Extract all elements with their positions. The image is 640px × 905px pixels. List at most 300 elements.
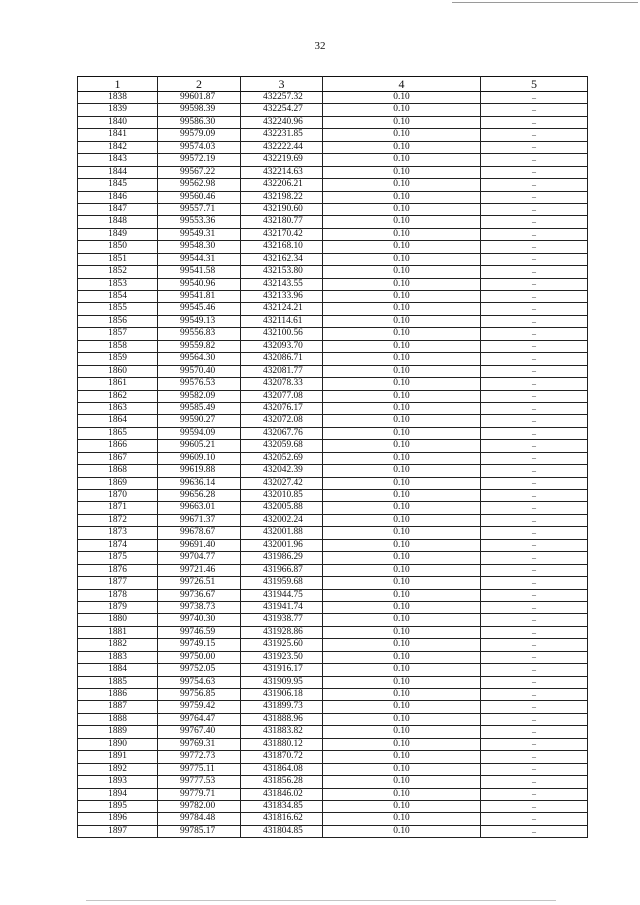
x-coordinate-cell: 99570.40	[158, 365, 241, 377]
point-number-cell: 1882	[78, 639, 158, 651]
x-coordinate-cell: 99785.17	[158, 825, 241, 837]
table-row	[78, 353, 588, 365]
accuracy-cell: 0.10	[323, 278, 481, 290]
note-cell: –	[481, 788, 588, 800]
note-cell: –	[481, 800, 588, 812]
note-cell: –	[481, 564, 588, 576]
table-row	[78, 788, 588, 800]
accuracy-cell: 0.10	[323, 440, 481, 452]
y-coordinate-cell: 432162.34	[241, 253, 323, 265]
x-coordinate-cell: 99567.22	[158, 166, 241, 178]
table-row	[78, 763, 588, 775]
accuracy-cell: 0.10	[323, 776, 481, 788]
accuracy-cell: 0.10	[323, 228, 481, 240]
accuracy-cell: 0.10	[323, 328, 481, 340]
x-coordinate-cell: 99691.40	[158, 539, 241, 551]
accuracy-cell: 0.10	[323, 552, 481, 564]
y-coordinate-cell: 432067.76	[241, 427, 323, 439]
accuracy-cell: 0.10	[323, 564, 481, 576]
note-cell: –	[481, 452, 588, 464]
point-number-cell: 1862	[78, 390, 158, 402]
y-coordinate-cell: 431880.12	[241, 738, 323, 750]
y-coordinate-cell: 432231.85	[241, 129, 323, 141]
note-cell: –	[481, 203, 588, 215]
x-coordinate-cell: 99750.00	[158, 651, 241, 663]
x-coordinate-cell: 99609.10	[158, 452, 241, 464]
note-cell: –	[481, 440, 588, 452]
accuracy-cell: 0.10	[323, 452, 481, 464]
point-number-cell: 1859	[78, 353, 158, 365]
accuracy-cell: 0.10	[323, 353, 481, 365]
x-coordinate-cell: 99721.46	[158, 564, 241, 576]
y-coordinate-cell: 431888.96	[241, 713, 323, 725]
table-row	[78, 477, 588, 489]
point-number-cell: 1857	[78, 328, 158, 340]
table-row	[78, 402, 588, 414]
x-coordinate-cell: 99572.19	[158, 154, 241, 166]
x-coordinate-cell: 99594.09	[158, 427, 241, 439]
note-cell: –	[481, 589, 588, 601]
y-coordinate-cell: 431925.60	[241, 639, 323, 651]
note-cell: –	[481, 278, 588, 290]
accuracy-cell: 0.10	[323, 651, 481, 663]
accuracy-cell: 0.10	[323, 477, 481, 489]
point-number-cell: 1849	[78, 228, 158, 240]
accuracy-cell: 0.10	[323, 601, 481, 613]
accuracy-cell: 0.10	[323, 266, 481, 278]
y-coordinate-cell: 431816.62	[241, 813, 323, 825]
x-coordinate-cell: 99752.05	[158, 664, 241, 676]
note-cell: –	[481, 228, 588, 240]
x-coordinate-cell: 99671.37	[158, 514, 241, 526]
accuracy-cell: 0.10	[323, 154, 481, 166]
x-coordinate-cell: 99619.88	[158, 465, 241, 477]
x-coordinate-cell: 99585.49	[158, 402, 241, 414]
accuracy-cell: 0.10	[323, 664, 481, 676]
y-coordinate-cell: 432086.71	[241, 353, 323, 365]
y-coordinate-cell: 432077.08	[241, 390, 323, 402]
y-coordinate-cell: 432153.80	[241, 266, 323, 278]
table-row	[78, 726, 588, 738]
coordinates-table	[77, 76, 588, 838]
x-coordinate-cell: 99590.27	[158, 415, 241, 427]
column-header-4: 4	[323, 77, 481, 92]
note-cell: –	[481, 427, 588, 439]
accuracy-cell: 0.10	[323, 129, 481, 141]
y-coordinate-cell: 431883.82	[241, 726, 323, 738]
accuracy-cell: 0.10	[323, 589, 481, 601]
note-cell: –	[481, 713, 588, 725]
note-cell: –	[481, 539, 588, 551]
accuracy-cell: 0.10	[323, 527, 481, 539]
x-coordinate-cell: 99784.48	[158, 813, 241, 825]
accuracy-cell: 0.10	[323, 763, 481, 775]
point-number-cell: 1853	[78, 278, 158, 290]
point-number-cell: 1842	[78, 141, 158, 153]
y-coordinate-cell: 431870.72	[241, 751, 323, 763]
y-coordinate-cell: 432124.21	[241, 303, 323, 315]
x-coordinate-cell: 99541.81	[158, 291, 241, 303]
y-coordinate-cell: 432005.88	[241, 502, 323, 514]
x-coordinate-cell: 99605.21	[158, 440, 241, 452]
y-coordinate-cell: 432143.55	[241, 278, 323, 290]
x-coordinate-cell: 99754.63	[158, 676, 241, 688]
x-coordinate-cell: 99663.01	[158, 502, 241, 514]
table-row	[78, 452, 588, 464]
y-coordinate-cell: 432257.32	[241, 92, 323, 104]
y-coordinate-cell: 432206.21	[241, 179, 323, 191]
point-number-cell: 1874	[78, 539, 158, 551]
table-header-row	[78, 77, 588, 92]
x-coordinate-cell: 99779.71	[158, 788, 241, 800]
accuracy-cell: 0.10	[323, 577, 481, 589]
accuracy-cell: 0.10	[323, 788, 481, 800]
y-coordinate-cell: 432190.60	[241, 203, 323, 215]
note-cell: –	[481, 328, 588, 340]
column-header-3: 3	[241, 77, 323, 92]
accuracy-cell: 0.10	[323, 191, 481, 203]
accuracy-cell: 0.10	[323, 253, 481, 265]
point-number-cell: 1846	[78, 191, 158, 203]
accuracy-cell: 0.10	[323, 726, 481, 738]
accuracy-cell: 0.10	[323, 689, 481, 701]
note-cell: –	[481, 614, 588, 626]
accuracy-cell: 0.10	[323, 141, 481, 153]
table-row	[78, 191, 588, 203]
y-coordinate-cell: 431916.17	[241, 664, 323, 676]
note-cell: –	[481, 129, 588, 141]
accuracy-cell: 0.10	[323, 415, 481, 427]
accuracy-cell: 0.10	[323, 539, 481, 551]
y-coordinate-cell: 432059.68	[241, 440, 323, 452]
y-coordinate-cell: 431906.18	[241, 689, 323, 701]
note-cell: –	[481, 726, 588, 738]
point-number-cell: 1858	[78, 340, 158, 352]
point-number-cell: 1897	[78, 825, 158, 837]
accuracy-cell: 0.10	[323, 315, 481, 327]
table-row	[78, 104, 588, 116]
table-row	[78, 490, 588, 502]
y-coordinate-cell: 432042.39	[241, 465, 323, 477]
point-number-cell: 1845	[78, 179, 158, 191]
point-number-cell: 1860	[78, 365, 158, 377]
note-cell: –	[481, 241, 588, 253]
y-coordinate-cell: 432081.77	[241, 365, 323, 377]
note-cell: –	[481, 514, 588, 526]
accuracy-cell: 0.10	[323, 490, 481, 502]
table-row	[78, 203, 588, 215]
x-coordinate-cell: 99678.67	[158, 527, 241, 539]
note-cell: –	[481, 701, 588, 713]
accuracy-cell: 0.10	[323, 166, 481, 178]
x-coordinate-cell: 99586.30	[158, 116, 241, 128]
point-number-cell: 1838	[78, 92, 158, 104]
accuracy-cell: 0.10	[323, 104, 481, 116]
table-row	[78, 539, 588, 551]
x-coordinate-cell: 99557.71	[158, 203, 241, 215]
note-cell: –	[481, 502, 588, 514]
table-row	[78, 664, 588, 676]
point-number-cell: 1869	[78, 477, 158, 489]
point-number-cell: 1887	[78, 701, 158, 713]
y-coordinate-cell: 432072.08	[241, 415, 323, 427]
y-coordinate-cell: 431834.85	[241, 800, 323, 812]
point-number-cell: 1890	[78, 738, 158, 750]
accuracy-cell: 0.10	[323, 813, 481, 825]
table-row	[78, 527, 588, 539]
note-cell: –	[481, 253, 588, 265]
x-coordinate-cell: 99601.87	[158, 92, 241, 104]
y-coordinate-cell: 431938.77	[241, 614, 323, 626]
table-row	[78, 552, 588, 564]
point-number-cell: 1871	[78, 502, 158, 514]
note-cell: –	[481, 390, 588, 402]
y-coordinate-cell: 432100.56	[241, 328, 323, 340]
y-coordinate-cell: 432076.17	[241, 402, 323, 414]
note-cell: –	[481, 601, 588, 613]
note-cell: –	[481, 216, 588, 228]
x-coordinate-cell: 99726.51	[158, 577, 241, 589]
note-cell: –	[481, 577, 588, 589]
table-row	[78, 676, 588, 688]
note-cell: –	[481, 825, 588, 837]
table-row	[78, 651, 588, 663]
point-number-cell: 1863	[78, 402, 158, 414]
table-row	[78, 689, 588, 701]
point-number-cell: 1847	[78, 203, 158, 215]
table-row	[78, 514, 588, 526]
note-cell: –	[481, 763, 588, 775]
table-row	[78, 813, 588, 825]
table-row	[78, 92, 588, 104]
y-coordinate-cell: 432002.24	[241, 514, 323, 526]
accuracy-cell: 0.10	[323, 701, 481, 713]
note-cell: –	[481, 116, 588, 128]
y-coordinate-cell: 432010.85	[241, 490, 323, 502]
accuracy-cell: 0.10	[323, 291, 481, 303]
point-number-cell: 1875	[78, 552, 158, 564]
note-cell: –	[481, 154, 588, 166]
note-cell: –	[481, 378, 588, 390]
x-coordinate-cell: 99759.42	[158, 701, 241, 713]
y-coordinate-cell: 432168.10	[241, 241, 323, 253]
table-row	[78, 626, 588, 638]
accuracy-cell: 0.10	[323, 751, 481, 763]
table-row	[78, 601, 588, 613]
y-coordinate-cell: 431804.85	[241, 825, 323, 837]
table-row	[78, 378, 588, 390]
accuracy-cell: 0.10	[323, 116, 481, 128]
x-coordinate-cell: 99740.30	[158, 614, 241, 626]
table-row	[78, 465, 588, 477]
accuracy-cell: 0.10	[323, 216, 481, 228]
note-cell: –	[481, 340, 588, 352]
x-coordinate-cell: 99736.67	[158, 589, 241, 601]
x-coordinate-cell: 99540.96	[158, 278, 241, 290]
y-coordinate-cell: 432198.22	[241, 191, 323, 203]
point-number-cell: 1883	[78, 651, 158, 663]
table-row	[78, 614, 588, 626]
note-cell: –	[481, 664, 588, 676]
y-coordinate-cell: 432133.96	[241, 291, 323, 303]
x-coordinate-cell: 99656.28	[158, 490, 241, 502]
scan-edge-mark-top	[452, 2, 638, 3]
point-number-cell: 1876	[78, 564, 158, 576]
y-coordinate-cell: 432222.44	[241, 141, 323, 153]
accuracy-cell: 0.10	[323, 179, 481, 191]
note-cell: –	[481, 552, 588, 564]
scan-edge-mark-bottom	[86, 900, 556, 901]
note-cell: –	[481, 402, 588, 414]
accuracy-cell: 0.10	[323, 514, 481, 526]
point-number-cell: 1873	[78, 527, 158, 539]
point-number-cell: 1892	[78, 763, 158, 775]
table-row	[78, 241, 588, 253]
accuracy-cell: 0.10	[323, 365, 481, 377]
table-row	[78, 266, 588, 278]
point-number-cell: 1889	[78, 726, 158, 738]
table-row	[78, 825, 588, 837]
x-coordinate-cell: 99574.03	[158, 141, 241, 153]
point-number-cell: 1886	[78, 689, 158, 701]
table-row	[78, 216, 588, 228]
y-coordinate-cell: 432170.42	[241, 228, 323, 240]
accuracy-cell: 0.10	[323, 626, 481, 638]
note-cell: –	[481, 415, 588, 427]
accuracy-cell: 0.10	[323, 340, 481, 352]
y-coordinate-cell: 431864.08	[241, 763, 323, 775]
y-coordinate-cell: 431846.02	[241, 788, 323, 800]
point-number-cell: 1841	[78, 129, 158, 141]
x-coordinate-cell: 99756.85	[158, 689, 241, 701]
point-number-cell: 1878	[78, 589, 158, 601]
y-coordinate-cell: 432114.61	[241, 315, 323, 327]
table-row	[78, 154, 588, 166]
point-number-cell: 1865	[78, 427, 158, 439]
note-cell: –	[481, 776, 588, 788]
x-coordinate-cell: 99576.53	[158, 378, 241, 390]
note-cell: –	[481, 166, 588, 178]
point-number-cell: 1856	[78, 315, 158, 327]
y-coordinate-cell: 431941.74	[241, 601, 323, 613]
table-row	[78, 440, 588, 452]
point-number-cell: 1864	[78, 415, 158, 427]
point-number-cell: 1879	[78, 601, 158, 613]
table-row	[78, 328, 588, 340]
table-row	[78, 179, 588, 191]
table-row	[78, 291, 588, 303]
y-coordinate-cell: 431959.68	[241, 577, 323, 589]
table-row	[78, 166, 588, 178]
x-coordinate-cell: 99738.73	[158, 601, 241, 613]
point-number-cell: 1855	[78, 303, 158, 315]
y-coordinate-cell: 431909.95	[241, 676, 323, 688]
x-coordinate-cell: 99559.82	[158, 340, 241, 352]
note-cell: –	[481, 266, 588, 278]
column-header-5: 5	[481, 77, 588, 92]
note-cell: –	[481, 477, 588, 489]
x-coordinate-cell: 99777.53	[158, 776, 241, 788]
x-coordinate-cell: 99562.98	[158, 179, 241, 191]
note-cell: –	[481, 689, 588, 701]
y-coordinate-cell: 432078.33	[241, 378, 323, 390]
page-number: 32	[314, 40, 326, 52]
x-coordinate-cell: 99767.40	[158, 726, 241, 738]
y-coordinate-cell: 432214.63	[241, 166, 323, 178]
note-cell: –	[481, 315, 588, 327]
table-row	[78, 738, 588, 750]
point-number-cell: 1896	[78, 813, 158, 825]
note-cell: –	[481, 527, 588, 539]
y-coordinate-cell: 431899.73	[241, 701, 323, 713]
point-number-cell: 1843	[78, 154, 158, 166]
x-coordinate-cell: 99704.77	[158, 552, 241, 564]
table-row	[78, 577, 588, 589]
x-coordinate-cell: 99782.00	[158, 800, 241, 812]
table-row	[78, 129, 588, 141]
point-number-cell: 1840	[78, 116, 158, 128]
note-cell: –	[481, 141, 588, 153]
note-cell: –	[481, 626, 588, 638]
x-coordinate-cell: 99556.83	[158, 328, 241, 340]
accuracy-cell: 0.10	[323, 738, 481, 750]
point-number-cell: 1870	[78, 490, 158, 502]
accuracy-cell: 0.10	[323, 639, 481, 651]
table-body	[78, 92, 588, 838]
y-coordinate-cell: 432254.27	[241, 104, 323, 116]
table-row	[78, 713, 588, 725]
accuracy-cell: 0.10	[323, 378, 481, 390]
table-row	[78, 589, 588, 601]
accuracy-cell: 0.10	[323, 502, 481, 514]
point-number-cell: 1852	[78, 266, 158, 278]
accuracy-cell: 0.10	[323, 203, 481, 215]
point-number-cell: 1867	[78, 452, 158, 464]
point-number-cell: 1844	[78, 166, 158, 178]
y-coordinate-cell: 431923.50	[241, 651, 323, 663]
table-row	[78, 427, 588, 439]
y-coordinate-cell: 431928.86	[241, 626, 323, 638]
note-cell: –	[481, 651, 588, 663]
point-number-cell: 1884	[78, 664, 158, 676]
accuracy-cell: 0.10	[323, 465, 481, 477]
accuracy-cell: 0.10	[323, 713, 481, 725]
point-number-cell: 1893	[78, 776, 158, 788]
point-number-cell: 1851	[78, 253, 158, 265]
point-number-cell: 1848	[78, 216, 158, 228]
accuracy-cell: 0.10	[323, 390, 481, 402]
x-coordinate-cell: 99746.59	[158, 626, 241, 638]
note-cell: –	[481, 676, 588, 688]
table-row	[78, 564, 588, 576]
y-coordinate-cell: 432093.70	[241, 340, 323, 352]
point-number-cell: 1850	[78, 241, 158, 253]
table-row	[78, 340, 588, 352]
x-coordinate-cell: 99636.14	[158, 477, 241, 489]
note-cell: –	[481, 191, 588, 203]
table-row	[78, 701, 588, 713]
accuracy-cell: 0.10	[323, 241, 481, 253]
table-row	[78, 390, 588, 402]
column-header-2: 2	[158, 77, 241, 92]
accuracy-cell: 0.10	[323, 92, 481, 104]
point-number-cell: 1895	[78, 800, 158, 812]
x-coordinate-cell: 99544.31	[158, 253, 241, 265]
table-row	[78, 776, 588, 788]
x-coordinate-cell: 99564.30	[158, 353, 241, 365]
x-coordinate-cell: 99598.39	[158, 104, 241, 116]
y-coordinate-cell: 432001.96	[241, 539, 323, 551]
